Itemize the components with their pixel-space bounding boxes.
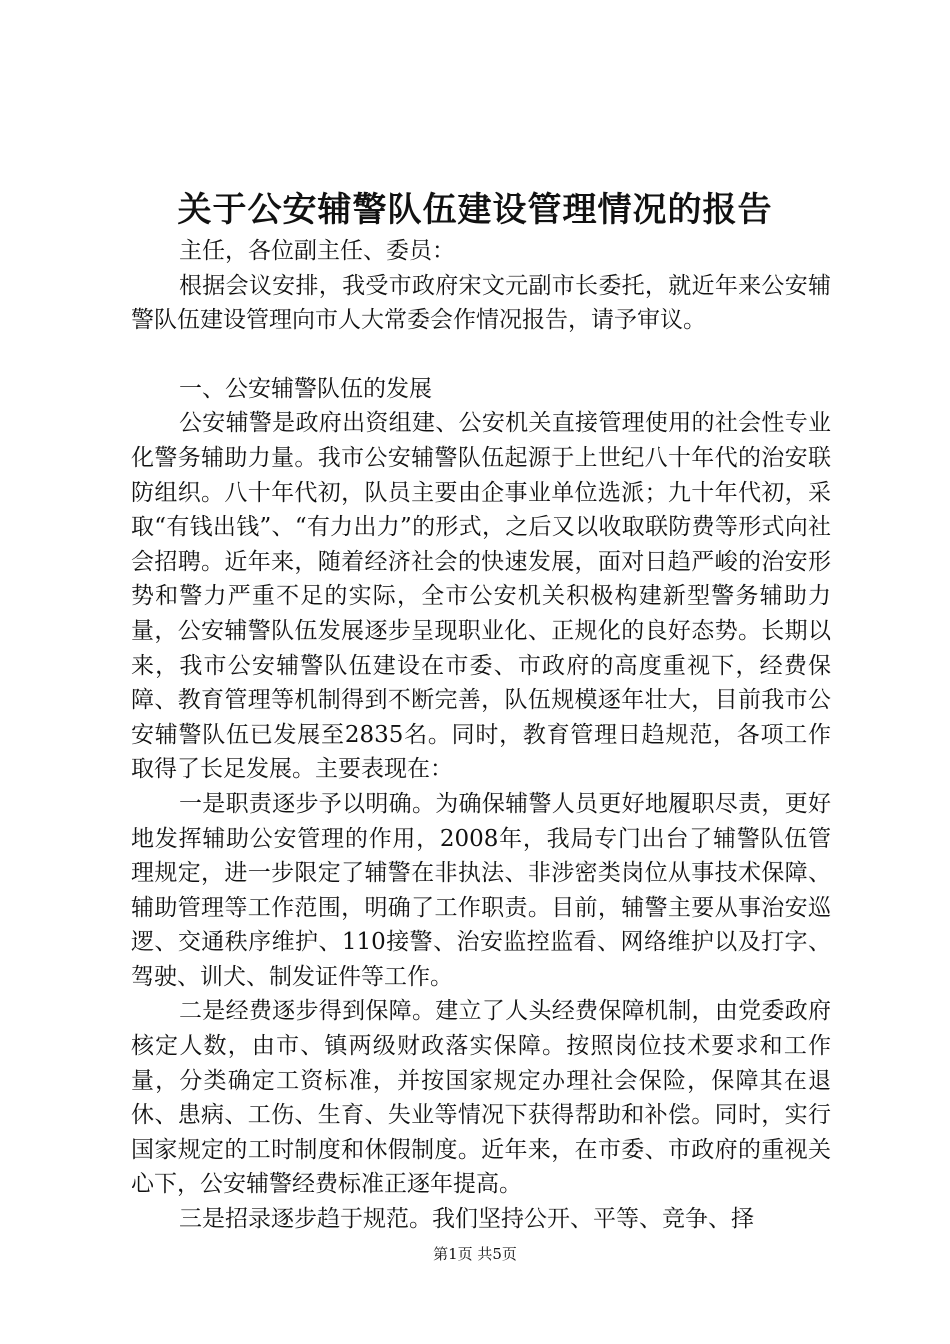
intro-paragraph: 根据会议安排，我受市政府宋文元副市长委托，就近年来公安辅警队伍建设管理向市人大常委会作情况报告，请予审议。 (131, 272, 831, 334)
section-heading: 一、公安辅警队伍的发展 (179, 375, 432, 402)
document-body (131, 234, 831, 1237)
body-paragraph: 一是职责逐步予以明确。为确保辅警人员更好地履职尽责，更好地发挥辅助公安管理的作用，2008年，我局专门出台了辅警队伍管理规定，进一步限定了辅警在非执法、非涉密类岗位从事技术保障、辅助管理等工作范围，明确了工作职责。目前，辅警主要从事治安巡逻、交通秩序维护、110接警、治安监控监看、网络维护以及打字、驾驶、训犬、制发证件等工作。 (131, 790, 831, 990)
body-paragraph: 公安辅警是政府出资组建、公安机关直接管理使用的社会性专业化警务辅助力量。我市公安辅警队伍起源于上世纪八十年代的治安联防组织。八十年代初，队员主要由企事业单位选派；九十年代初，采取“有钱出钱”、“有力出力”的形式，之后又以收取联防费等形式向社会招聘。近年来，随着经济社会的快速发展，面对日趋严峻的治安形势和警力严重不足的实际，全市公安机关积极构建新型警务辅助力量，公安辅警队伍发展逐步呈现职业化、正规化的良好态势。长期以来，我市公安辅警队伍建设在市委、市政府的高度重视下，经费保障、教育管理等机制得到不断完善，队伍规模逐年壮大，目前我市公安辅警队伍已发展至2835名。同时，教育管理日趋规范，各项工作取得了长足发展。主要表现在： (131, 410, 831, 783)
document-title: 关于公安辅警队伍建设管理情况的报告 (177, 190, 773, 230)
body-paragraph: 二是经费逐步得到保障。建立了人头经费保障机制，由党委政府核定人数，由市、镇两级财政落实保障。按照岗位技术要求和工作量，分类确定工资标准，并按国家规定办理社会保险，保障其在退休、患病、工伤、生育、失业等情况下获得帮助和补偿。同时，实行国家规定的工时制度和休假制度。近年来，在市委、市政府的重视关心下，公安辅警经费标准正逐年提高。 (131, 998, 831, 1198)
page-footer: 第1页 共5页 (433, 1245, 517, 1263)
salutation-paragraph: 主任，各位副主任、委员： (179, 238, 455, 264)
body-paragraph: 三是招录逐步趋于规范。我们坚持公开、平等、竞争、择 (179, 1206, 754, 1233)
